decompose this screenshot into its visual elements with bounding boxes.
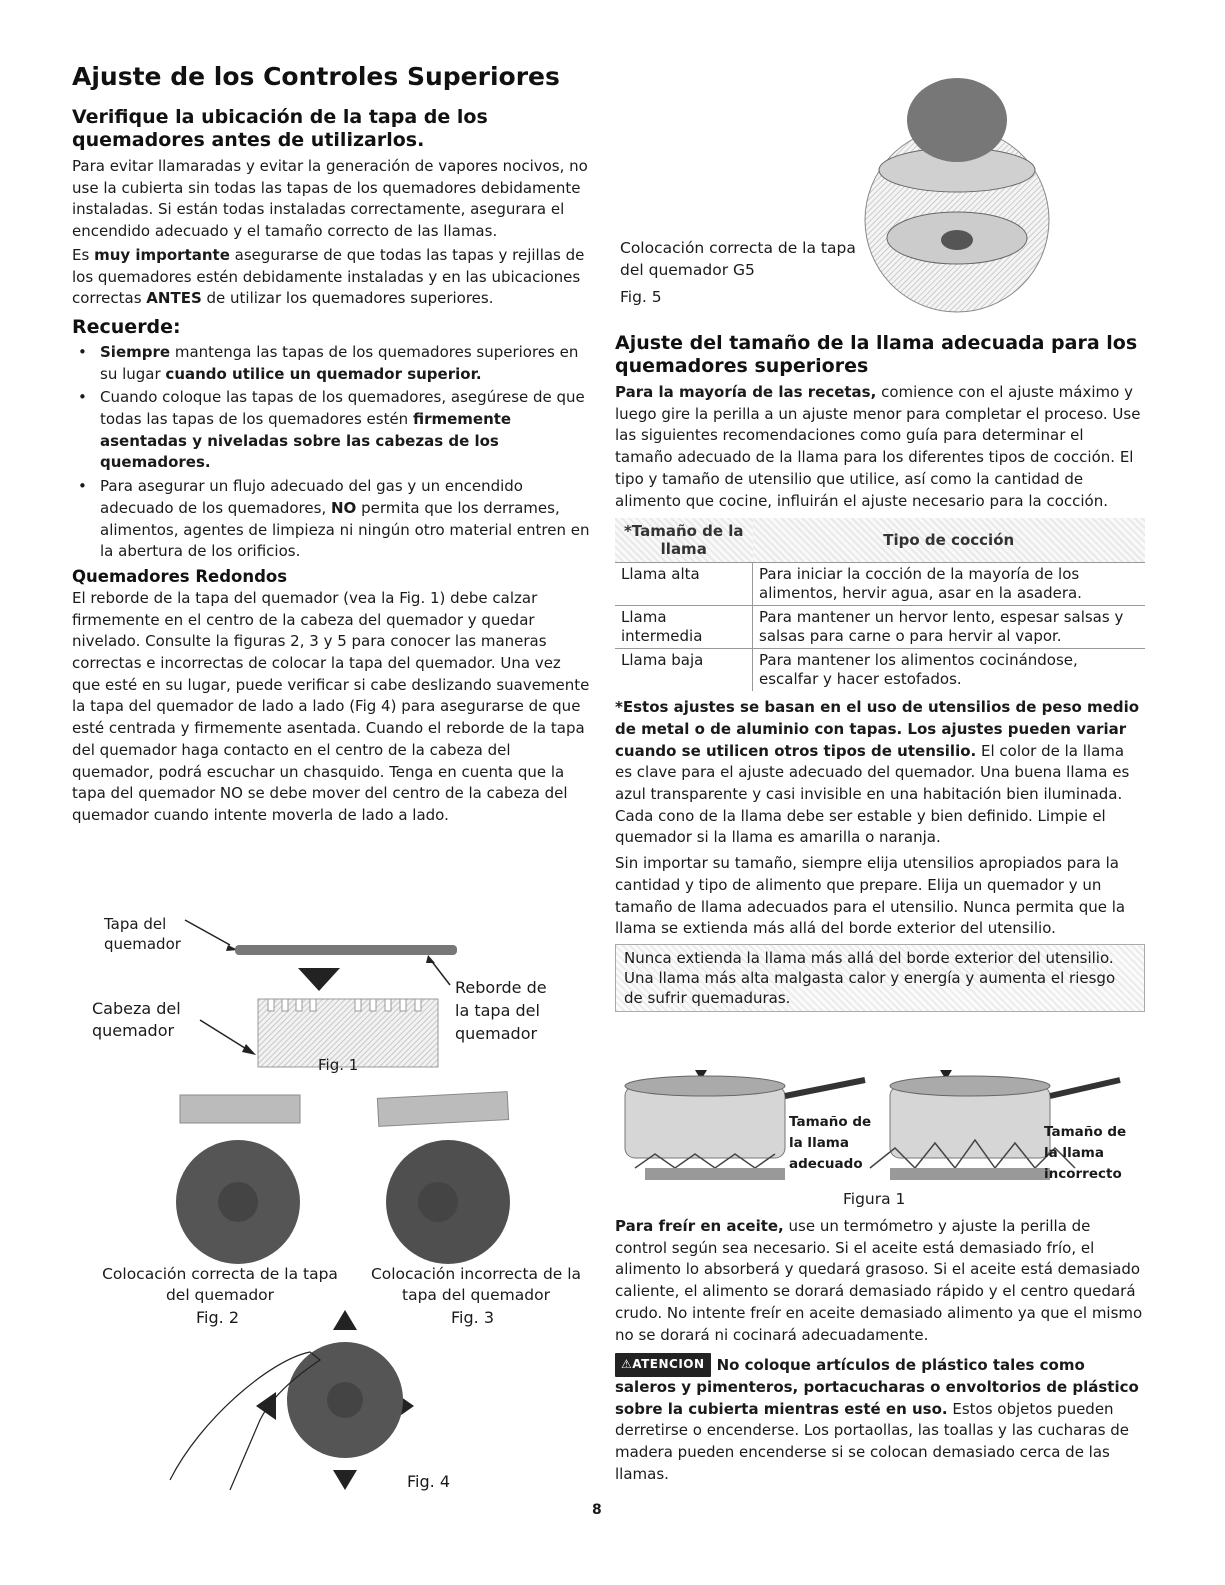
importance-paragraph: Es muy importante asegurarse de que todas las tapas y rejillas de los quemadores estén debidamente instaladas y en las ubicaciones correctas ANTES de utilizar los quemadores superiores. [72, 245, 585, 308]
fig1-burner-illustration [180, 915, 470, 1075]
fig5-caption: Colocación correcta de la tapa del quemador G5 [620, 239, 856, 279]
left-column [72, 106, 592, 827]
table-row [615, 649, 1145, 692]
warning-badge: ⚠ATENCION [615, 1353, 711, 1377]
burner-cap [235, 945, 457, 955]
fig2-caption: Colocación correcta de la tapa del quemador [102, 1265, 338, 1304]
cell-size: Llama alta [615, 563, 753, 606]
frying-section [615, 1216, 1145, 1485]
list-item: • Siempre mantenga las tapas de los quemadores superiores en su lugar cuando utilice un quemador superior. [72, 342, 592, 385]
cell-size: Llama baja [615, 649, 753, 692]
fig1-tapa-label: Tapa del quemador [104, 915, 181, 953]
down-arrow-icon [298, 968, 340, 991]
fig3-illustration [368, 1090, 533, 1270]
fig5-burner-illustration [862, 70, 1052, 315]
fig1-reborde-label: Reborde de la tapa del quemador [455, 978, 547, 1043]
left-arrow-icon [256, 1392, 276, 1420]
list-item: • Cuando coloque las tapas de los quemadores, asegúrese de que todas las tapas de los quemadores estén firmemente asentadas y niveladas sobre las cabezas de los quemadores. [72, 387, 592, 474]
page-number: 8 [592, 1502, 602, 1518]
intro-paragraph: Para evitar llamaradas y evitar la generación de vapores nocivos, no use la cubierta sin todas las tapas de los quemadores debidamente instaladas. Si están todas instaladas correctamente, asegurara el encendido adecuado y el tamaño correcto de las llamas. [72, 157, 588, 241]
burner-cap-dome [907, 78, 1007, 162]
fig2-label: Fig. 2 [196, 1308, 239, 1327]
cell-type: Para mantener un hervor lento, espesar salsas y salsas para carne o para hervir al vapor. [753, 606, 1146, 649]
table-header-row [615, 518, 1145, 563]
note-paragraph: *Estos ajustes se basan en el uso de utensilios de peso medio de metal o de aluminio con tapas. Los ajustes pueden variar cuando se utilicen otros tipos de utensilio. El color de la llama es clave para el ajuste adecuado del quemador. Una buena llama es azul transparente y casi invisible en una habitación bien iluminada. Cada cono de la llama debe ser estable y bien definido. Limpie el quemador si la llama es amarilla o naranja. [615, 698, 1140, 847]
fig3-caption: Colocación incorrecta de la tapa del quemador [370, 1265, 582, 1304]
down-arrow-icon [333, 1470, 357, 1490]
cell-size: Llama intermedia [615, 606, 753, 649]
reminder-list [72, 342, 592, 563]
list-item: • Para asegurar un flujo adecuado del gas y un encendido adecuado de los quemadores, NO permita que los derrames, alimentos, agentes de limpieza ni ningún otro material entren en la abertura de los orificios. [72, 476, 592, 563]
section-subtitle: Verifique la ubicación de la tapa de los quemadores antes de utilizarlos. [72, 106, 488, 151]
fig5-label: Fig. 5 [620, 288, 662, 306]
up-arrow-icon [333, 1310, 357, 1330]
frying-paragraph: Para freír en aceite, use un termómetro y ajuste la perilla de control según sea necesario. Si el aceite está demasiado frío, el alimento lo absorberá y quedará grasoso. Si el aceite está demasiado caliente, el alimento se dorará demasiado rápido y el centro quedará crudo. No intente freír en aceite demasiado alimento ya que el mismo no se dorará ni cocinará adecuadamente. [615, 1217, 1143, 1344]
flame-size-heading: Ajuste del tamaño de la llama adecuada para los quemadores superiores [615, 332, 1138, 377]
figura1-label: Figura 1 [843, 1190, 906, 1208]
col-header-type: Tipo de cocción [753, 518, 1146, 563]
fig4-illustration [160, 1300, 430, 1500]
plastic-warning-paragraph: ⚠ATENCION No coloque artículos de plástico tales como saleros y pimenteros, portacucharas o envoltorios de plástico sobre la cubierta mientras esté en uso. Estos objetos pueden derretirse o encenderse. Los portaollas, las toallas y las cucharas de madera pueden encenderse si se colocan demasiado cerca de las llamas. [615, 1353, 1145, 1485]
leader-line [185, 920, 230, 945]
flame-intro-paragraph: Para la mayoría de las recetas, comience con el ajuste máximo y luego gire la perilla a un ajuste menor para completar el proceso. Use las siguientes recomendaciones como guía para determinar el tamaño adecuado de la llama para los diferentes tipos de cocción. El tipo y tamaño de utensilio que utilice, así como la cantidad de alimento que cocine, influirán el ajuste necesario para la cocción. [615, 383, 1141, 510]
fig4-label: Fig. 4 [407, 1472, 450, 1491]
table-row [615, 563, 1145, 606]
redondos-paragraph: El reborde de la tapa del quemador (vea la Fig. 1) debe calzar firmemente en el centro de la cabeza del quemador y quedar nivelado. Consulte la figuras 2, 3 y 5 para conocer las maneras correctas e incorrectas de colocar la tapa del quemador. Una vez que esté en su lugar, puede verificar si cabe deslizando suavemente la tapa del quemador de lado a lado (Fig 4) para asegurarse de que esté centrada y firmemente asentada. Cuando el reborde de la tapa del quemador haga contacto en el centro de la cabeza del quemador, podrá escuchar un chasquido. Tenga en cuenta que la tapa del quemador NO se debe mover del centro de la cabeza del quemador cuando intente moverla de lado a lado. [72, 588, 590, 824]
pot2-label: Tamaño de la llama incorrecto [1044, 1124, 1127, 1182]
recuerde-heading: Recuerde: [72, 315, 181, 338]
size-paragraph: Sin importar su tamaño, siempre elija utensilios apropiados para la cantidad y tipo de alimento que prepare. Elija un quemador y un tamaño de llama adecuados para el utensilio. Nunca permita que la llama se extienda más allá del borde exterior del utensilio. [615, 854, 1126, 938]
cell-type: Para mantener los alimentos cocinándose, escalfar y hacer estofados. [753, 649, 1146, 692]
redondos-heading: Quemadores Redondos [72, 566, 288, 586]
pot1-label: Tamaño de la llama adecuado [789, 1114, 872, 1172]
fig1-cabeza-label: Cabeza del quemador [92, 999, 181, 1040]
right-column [615, 332, 1145, 1012]
page-title: Ajuste de los Controles Superiores [72, 62, 560, 91]
cell-type: Para iniciar la cocción de la mayoría de los alimentos, hervir agua, asar en la asadera. [753, 563, 1146, 606]
table-row [615, 606, 1145, 649]
col-header-size: *Tamaño de la llama [615, 518, 753, 563]
warning-box: Nunca extienda la llama más allá del borde exterior del utensilio. Una llama más alta malgasta calor y energía y aumenta el riesgo de sufrir quemaduras. [615, 944, 1145, 1012]
fig2-illustration [160, 1090, 320, 1270]
pot-correct [625, 1086, 785, 1158]
fig1-label: Fig. 1 [318, 1056, 359, 1074]
fig3-label: Fig. 3 [451, 1308, 494, 1327]
cooking-table [615, 518, 1145, 691]
